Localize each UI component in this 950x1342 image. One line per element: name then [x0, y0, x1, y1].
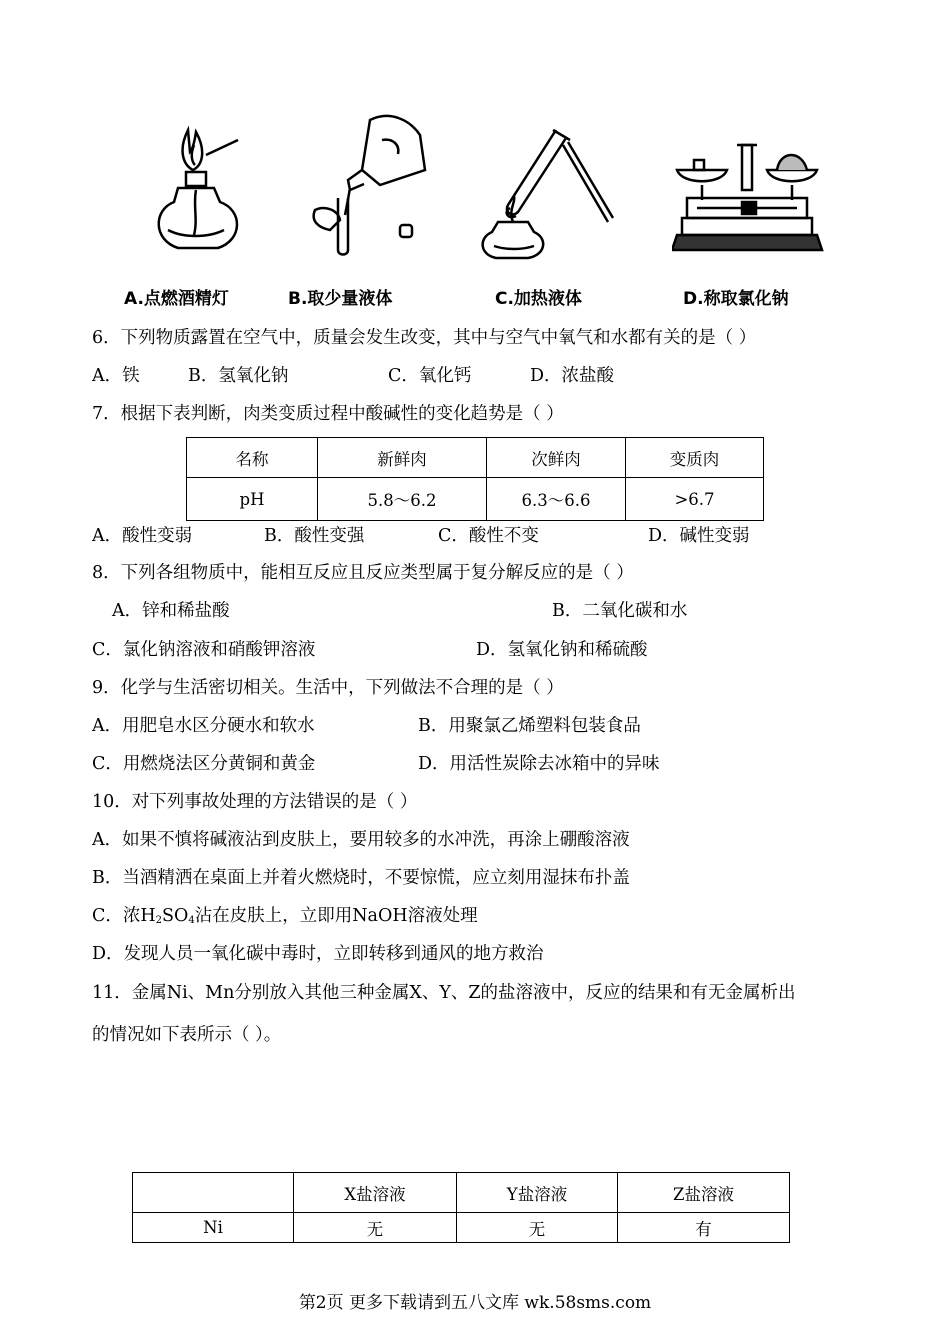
q7-cell-semi-fresh: 6.3～6.6 [487, 478, 626, 521]
q7-header-spoiled: 变质肉 [626, 438, 764, 478]
q8-option-b: B．二氧化碳和水 [552, 601, 688, 621]
figure-c-caption: C.加热液体 [495, 289, 582, 309]
q8-option-c: C．氯化钠溶液和硝酸钾溶液 [92, 640, 316, 660]
figure-b-caption: B.取少量液体 [288, 289, 393, 309]
balance-scale-icon [672, 110, 832, 260]
q6-option-c: C．氧化钙 [388, 366, 472, 386]
figure-b-pour-liquid [300, 110, 440, 260]
q7-option-d: D．碱性变弱 [648, 526, 750, 546]
page-footer: 第2页 更多下载请到五八文库 wk.58sms.com [298, 1293, 652, 1313]
q11-stem-line2: 的情况如下表所示（ ）。 [92, 1025, 282, 1045]
figure-a-alcohol-lamp [148, 110, 278, 260]
q10-option-c-mid: SO [162, 906, 189, 926]
q11-header-x: X盐溶液 [294, 1173, 457, 1213]
q10-option-c-post: 沾在皮肤上，立即用NaOH溶液处理 [194, 906, 478, 926]
figure-d-caption: D.称取氯化钠 [683, 289, 789, 309]
q7-cell-ph: pH [187, 478, 318, 521]
q10-option-a: A．如果不慎将碱液沾到皮肤上，要用较多的水冲洗，再涂上硼酸溶液 [92, 830, 630, 850]
q7-header-name: 名称 [187, 438, 318, 478]
q6-option-b: B．氢氧化钠 [188, 366, 289, 386]
q9-option-a: A．用肥皂水区分硬水和软水 [92, 716, 315, 736]
q11-header-z: Z盐溶液 [618, 1173, 790, 1213]
q11-metal-table [132, 1172, 790, 1243]
q6-stem: 6．下列物质露置在空气中，质量会发生改变，其中与空气中氧气和水都有关的是（ ） [92, 328, 757, 348]
q10-option-b: B．当酒精洒在桌面上并着火燃烧时，不要惊慌，应立刻用湿抹布扑盖 [92, 868, 630, 888]
alcohol-lamp-lighting-icon [148, 110, 278, 260]
q7-header-semi-fresh: 次鲜肉 [487, 438, 626, 478]
q7-option-c: C．酸性不变 [438, 526, 539, 546]
q8-option-a: A．锌和稀盐酸 [112, 601, 230, 621]
q11-header-y: Y盐溶液 [457, 1173, 618, 1213]
q11-header-blank [133, 1173, 294, 1213]
q10-stem: 10．对下列事故处理的方法错误的是（ ） [92, 792, 418, 812]
figure-d-balance-scale [672, 110, 832, 260]
q9-option-d: D．用活性炭除去冰箱中的异味 [418, 754, 660, 774]
q7-cell-fresh: 5.8～6.2 [318, 478, 487, 521]
q7-ph-table [186, 437, 764, 521]
q6-option-d: D．浓盐酸 [530, 366, 615, 386]
q10-option-c-pre: C．浓H [92, 906, 156, 926]
q6-option-a: A．铁 [92, 366, 140, 386]
q7-option-a: A．酸性变弱 [92, 526, 193, 546]
figure-a-caption: A.点燃酒精灯 [124, 289, 229, 309]
q10-option-d: D．发现人员一氧化碳中毒时，立即转移到通风的地方救治 [92, 944, 544, 964]
q7-stem: 7．根据下表判断，肉类变质过程中酸碱性的变化趋势是（ ） [92, 404, 564, 424]
q11-cell-ni: Ni [133, 1213, 294, 1243]
q7-option-b: B．酸性变强 [264, 526, 365, 546]
q7-header-fresh: 新鲜肉 [318, 438, 487, 478]
q8-stem: 8．下列各组物质中，能相互反应且反应类型属于复分解反应的是（ ） [92, 563, 634, 583]
q7-cell-spoiled: >6.7 [626, 478, 764, 521]
q10-option-c-sub1: 2 [155, 915, 163, 926]
q10-option-c [92, 904, 478, 933]
figure-c-heat-liquid [478, 110, 608, 260]
q11-cell-ni-z: 有 [618, 1213, 790, 1243]
q9-stem: 9．化学与生活密切相关。生活中，下列做法不合理的是（ ） [92, 678, 564, 698]
q8-option-d: D．氢氧化钠和稀硫酸 [476, 640, 648, 660]
q9-option-b: B．用聚氯乙烯塑料包装食品 [418, 716, 641, 736]
q11-cell-ni-x: 无 [294, 1213, 457, 1243]
q9-option-c: C．用燃烧法区分黄铜和黄金 [92, 754, 316, 774]
pour-liquid-icon [300, 110, 440, 260]
q11-stem-line1: 11．金属Ni、Mn分别放入其他三种金属X、Y、Z的盐溶液中，反应的结果和有无金属析出 [92, 983, 796, 1003]
q10-option-c-sub2: 4 [188, 915, 195, 926]
q11-cell-ni-y: 无 [457, 1213, 618, 1243]
heat-test-tube-icon [478, 110, 618, 260]
